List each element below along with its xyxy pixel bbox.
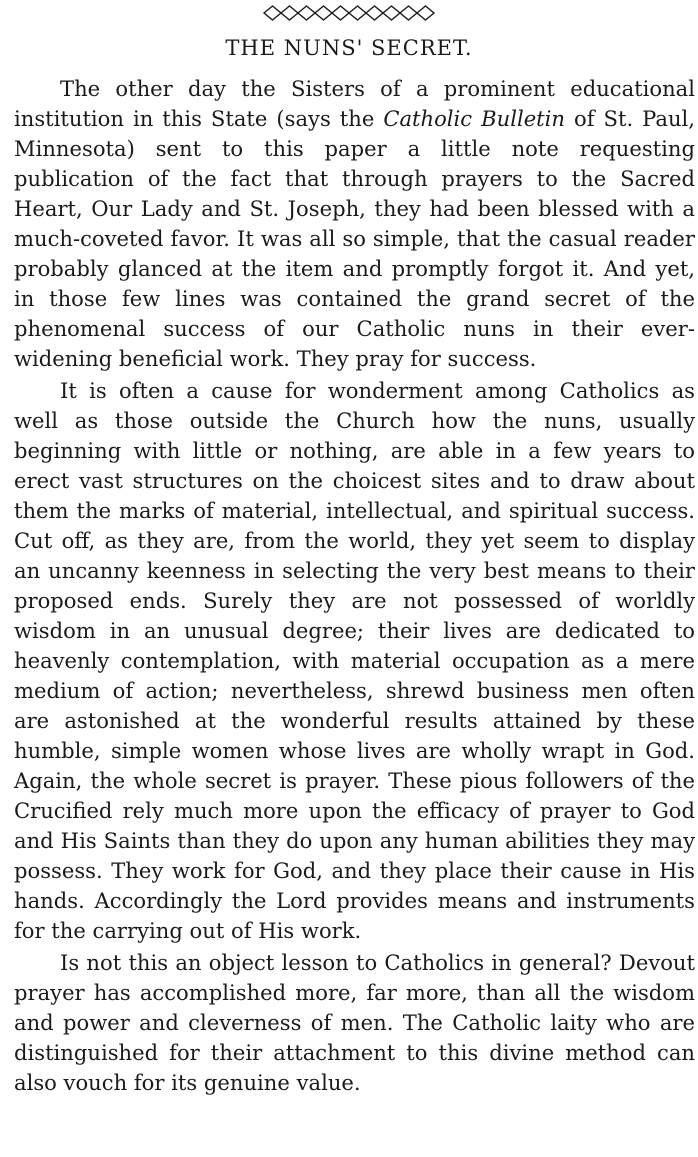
diamond-mark [315, 6, 332, 20]
diamond-mark [366, 6, 383, 20]
paragraph-1-rest: of St. Paul, Minnesota) sent to this paper a little note requesting publication of the fact that through prayers to the Sacred Heart, Our Lady and St. Joseph, they had been blessed with a much-coveted favor. It was all so simple, that the casual reader probably glanced at the item and promptly forgot it. And yet, in those few lines was contained the grand secret of the phenomenal success of our Catholic nuns in their ever-widening beneficial work. They pray for success. [14, 106, 696, 371]
diamond-mark [383, 6, 400, 20]
diamond-chain-ornament [259, 0, 439, 26]
diamond-mark [400, 6, 417, 20]
article-body [14, 74, 695, 1100]
publication-name: Catholic Bulletin [383, 106, 565, 131]
paragraph-1-lead: The other day the Sisters of a prominent educational institution in this State (says the [14, 76, 695, 131]
paragraph-3: Is not this an object lesson to Catholics in general? Devout prayer has accomplished more, far more, than all the wisdom and power and cleverness of men. The Catholic laity who are distinguished for their attachment to this divine method can also vouch for its genuine value. [14, 950, 695, 1095]
paragraph-2: It is often a cause for wonderment among Catholics as well as those outside the Church how the nuns, usually beginning with little or nothing, are able in a few years to erect vast structures on the choicest sites and to draw about them the marks of material, intellectual, and spiritual success. Cut off, as they are, from the world, they yet seem to display an uncanny keenness in selecting the very best means to their proposed ends. Surely they are not possessed of worldly wisdom in an unusual degree; their lives are dedicated to heavenly contemplation, with material occupation as a mere medium of action; nevertheless, shrewd business men often are astonished at the wonderful results attained by these humble, simple women whose lives are wholly wrapt in God. Again, the whole secret is prayer. These pious followers of the Crucified rely much more upon the efficacy of prayer to God and His Saints than they do upon any human abilities they may possess. They work for God, and they place their cause in His hands. Accordingly the Lord provides means and instruments for the carrying out of His work. [14, 378, 695, 943]
diamond-mark [281, 6, 298, 20]
diamond-mark [417, 6, 434, 20]
diamond-mark [264, 6, 281, 20]
diamond-mark [349, 6, 366, 20]
article-title: THE NUNS' SECRET. [225, 36, 473, 60]
diamond-mark [332, 6, 349, 20]
decorative-ornament [0, 0, 698, 28]
paragraph-1 [14, 74, 695, 374]
diamond-mark [298, 6, 315, 20]
